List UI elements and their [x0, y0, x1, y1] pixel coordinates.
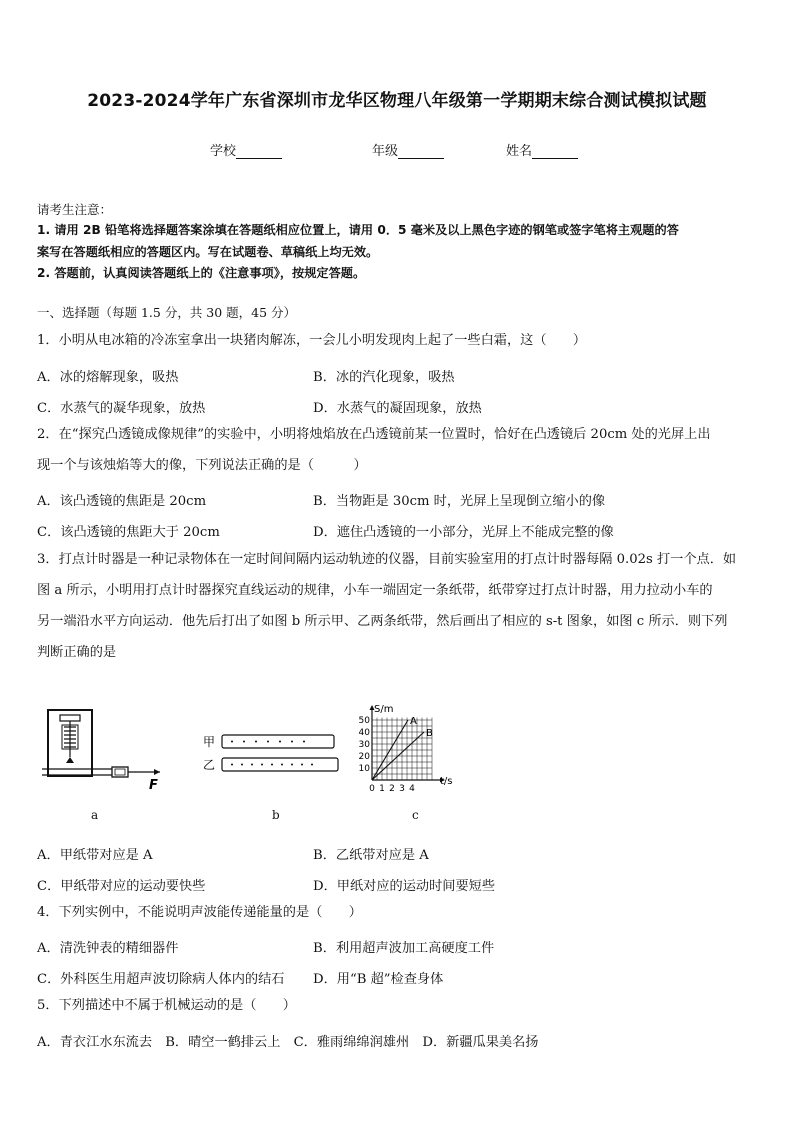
tape-yi [222, 758, 338, 771]
figure-a-label: a [91, 808, 99, 822]
grade-blank [398, 144, 444, 159]
q3-stem-line-4: 判断正确的是 [37, 645, 117, 660]
q1-option-d: D．水蒸气的凝固现象，放热 [313, 401, 482, 416]
q1-stem: 1．小明从电冰箱的冷冻室拿出一块猪肉解冻，一会儿小明发现肉上起了一些白霜，这（ ） [37, 333, 587, 348]
name-blank [532, 144, 578, 159]
series-label-B: B [426, 728, 433, 739]
school-field [210, 140, 282, 159]
tape-yi-dots [231, 764, 313, 766]
y-axis-label: S/m [374, 704, 394, 715]
y-tick-label: 50 [358, 716, 370, 726]
q3-stem-line-1: 3．打点计时器是一种记录物体在一定时间间隔内运动轨迹的仪器，目前实验室用的打点计时器每隔 0.02s 打一个点．如 [37, 552, 737, 567]
page-title: 2023-2024学年广东省深圳市龙华区物理八年级第一学期期末综合测试模拟试题 [87, 91, 707, 111]
x-tick-label: 1 [379, 784, 385, 794]
x-tick-label: 2 [389, 784, 395, 794]
q3-option-b: B．乙纸带对应是 A [313, 848, 429, 863]
q3-option-d: D．甲纸对应的运动时间要短些 [313, 879, 496, 894]
notice-heading: 请考生注意： [37, 202, 113, 217]
q3-stem-line-2: 图 a 所示，小明用打点计时器探究直线运动的规律，小车一端固定一条纸带，纸带穿过打点计时器，用力拉动小车的 [37, 583, 713, 598]
paper-tapes-diagram [200, 728, 345, 778]
q4-option-d: D．用“B 超”检查身体 [313, 972, 444, 987]
school-label: 学校 [210, 144, 237, 159]
q4-option-a: A．清洗钟表的精细器件 [37, 941, 179, 956]
q2-option-c: C．该凸透镜的焦距大于 20cm [37, 525, 220, 540]
x-tick-label: 4 [409, 784, 415, 794]
q3-option-c: C．甲纸带对应的运动要快些 [37, 879, 206, 894]
q3-stem-line-3: 另一端沿水平方向运动．他先后打出了如图 b 所示甲、乙两条纸带，然后画出了相应的 s-t 图象，如图 c 所示．则下列 [37, 614, 728, 629]
name-field [506, 140, 578, 159]
school-blank [236, 144, 282, 159]
q1-option-b: B．冰的汽化现象，吸热 [313, 370, 455, 385]
q3-option-a: A．甲纸带对应是 A [37, 848, 153, 863]
q5-stem: 5．下列描述中不属于机械运动的是（ ） [37, 998, 296, 1013]
q4-stem: 4．下列实例中，不能说明声波能传递能量的是（ ） [37, 905, 362, 920]
q1-option-a: A．冰的熔解现象，吸热 [37, 370, 179, 385]
series-label-A: A [410, 716, 417, 727]
q2-option-a: A．该凸透镜的焦距是 20cm [37, 494, 207, 509]
tape-jia-label: 甲 [203, 735, 216, 749]
notice-item-1-line-1: 1. 请用 2B 铅笔将选择题答案涂填在答题纸相应位置上，请用 0．5 毫米及以上黑色字迹的钢笔或签字笔将主观题的答 [37, 223, 679, 237]
figure-c-label: c [412, 808, 419, 822]
grade-field [372, 140, 444, 159]
q2-stem-line-2: 现一个与该烛焰等大的像，下列说法正确的是（ ） [37, 458, 367, 473]
notice-item-1-line-2: 案写在答题纸相应的答题区内。写在试题卷、草稿纸上均无效。 [37, 245, 379, 259]
st-graph [352, 698, 462, 798]
q4-option-b: B．利用超声波加工高硬度工件 [313, 941, 495, 956]
q2-option-b: B．当物距是 30cm 时，光屏上呈现倒立缩小的像 [313, 494, 606, 509]
x-axis-label: t/s [440, 776, 453, 787]
grade-label: 年级 [372, 144, 399, 159]
x-tick-label: 0 [369, 784, 375, 794]
y-tick-label: 30 [358, 740, 370, 750]
q4-option-c: C．外科医生用超声波切除病人体内的结石 [37, 972, 285, 987]
q2-option-d: D．遮住凸透镜的一小部分，光屏上不能成完整的像 [313, 525, 614, 540]
tape-yi-label: 乙 [203, 758, 216, 772]
q2-stem-line-1: 2．在“探究凸透镜成像规律”的实验中，小明将烛焰放在凸透镜前某一位置时，恰好在凸透镜后 20cm 处的光屏上出 [37, 427, 711, 442]
q5-options: A．青衣江水东流去 B．晴空一鹤排云上 C．雅雨绵绵润雄州 D．新疆瓜果美名扬 [37, 1035, 539, 1050]
q1-option-c: C．水蒸气的凝华现象，放热 [37, 401, 206, 416]
section-heading: 一、选择题（每题 1.5 分，共 30 题，45 分） [37, 305, 297, 320]
force-label: F [149, 778, 158, 793]
x-tick-label: 3 [399, 784, 405, 794]
tape-jia-dots [231, 741, 305, 743]
ticker-timer-diagram [40, 705, 170, 795]
tape-jia [222, 735, 334, 748]
y-tick-label: 10 [358, 764, 370, 774]
notice-item-2: 2. 答题前，认真阅读答题纸上的《注意事项》，按规定答题。 [37, 266, 366, 280]
figure-b-label: b [272, 808, 280, 822]
name-label: 姓名 [506, 144, 533, 159]
y-tick-label: 20 [358, 752, 370, 762]
y-tick-label: 40 [358, 728, 370, 738]
